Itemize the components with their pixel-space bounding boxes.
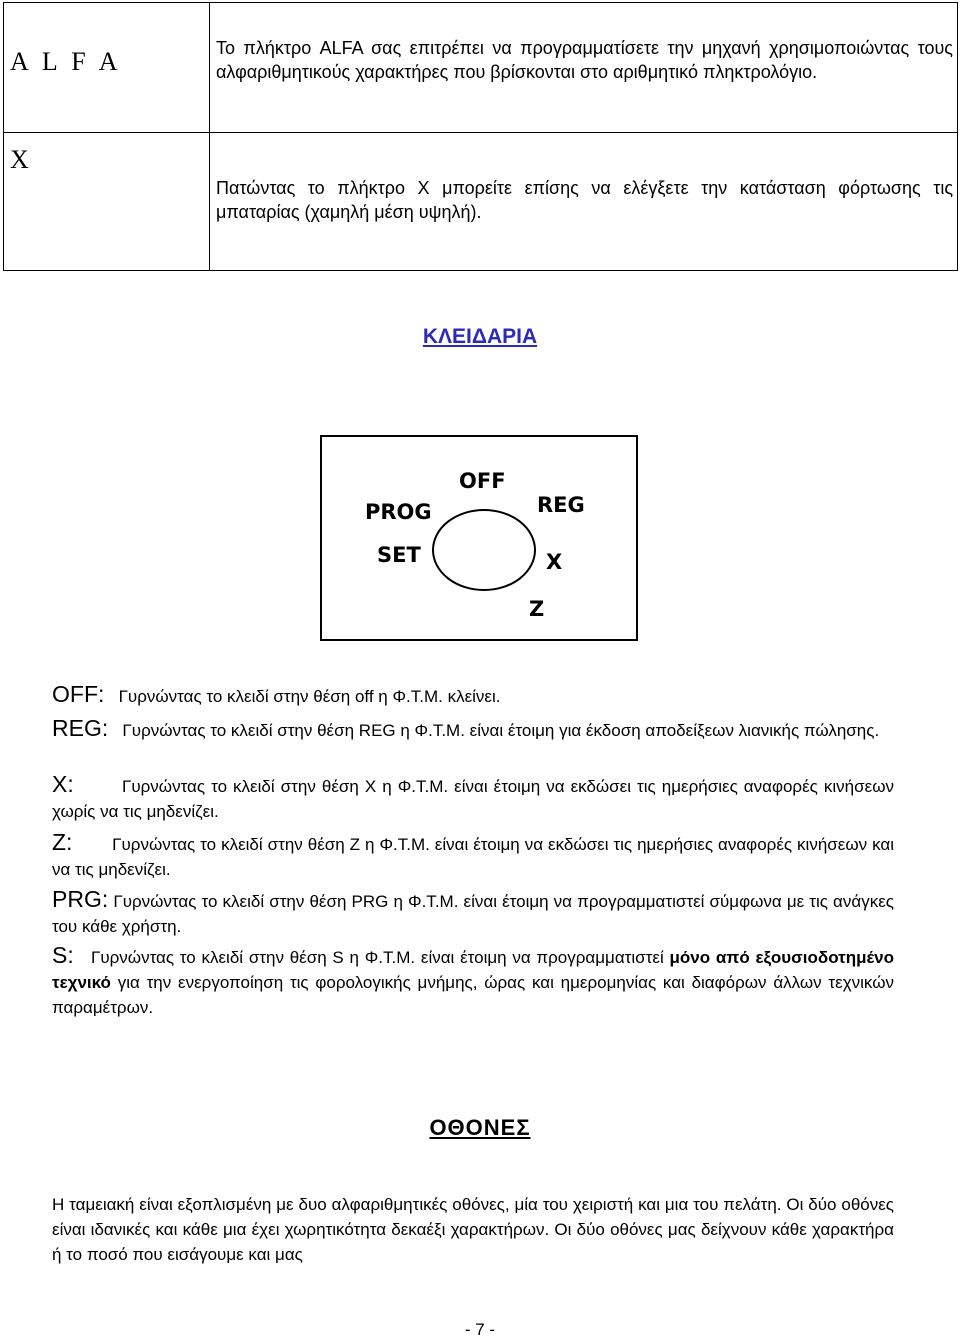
diagram-label-x: X xyxy=(546,550,563,574)
key-label-z: Z: xyxy=(52,829,73,855)
key-desc-reg xyxy=(52,716,894,743)
key-cell-alfa xyxy=(4,3,210,133)
key-label-x: X: xyxy=(52,771,74,797)
diagram-label-set: SET xyxy=(377,543,421,567)
keys-table xyxy=(3,2,958,271)
desc-x: Πατώντας το πλήκτρο Χ μπορείτε επίσης να ελέγξετε την κατάσταση φόρτωσης τις μπαταρίας (χαμηλή μέση υψηλή). xyxy=(216,178,953,222)
section-title-keylock: ΚΛΕΙΔΑΡΙΑ xyxy=(422,325,538,348)
key-text-s-before: Γυρνώντας το κλειδί στην θέση S η Φ.Τ.Μ. είναι έτοιμη να προγραμματιστεί xyxy=(90,948,664,967)
key-cell-x xyxy=(4,133,210,271)
key-text-off: Γυρνώντας το κλειδί στην θέση off η Φ.Τ.Μ. κλείνει. xyxy=(118,687,501,706)
key-text-x: Γυρνώντας το κλειδί στην θέση Χ η Φ.Τ.Μ. είναι έτοιμη να εκδώσει τις ημερήσιες αναφορές κινήσεων χωρίς να τις μηδενίζει. xyxy=(52,777,894,821)
diagram-label-off: OFF xyxy=(459,469,506,493)
key-desc-off xyxy=(52,682,894,709)
displays-paragraph: Η ταμειακή είναι εξοπλισμένη με δυο αλφαριθμητικές οθόνες, μία του χειριστή και μια του πελάτη. Οι δύο οθόνες είναι ιδανικές και κάθε μια έχει χωρητικότητα δεκαέξι χαρακτήρων. Οι δύο οθόνες μας δείχνουν κάθε χαρακτήρα ή το ποσό που εισάγουμε και μας xyxy=(52,1195,894,1264)
section-title-displays: ΟΘΟΝΕΣ xyxy=(429,1115,531,1140)
key-text-reg: Γυρνώντας το κλειδί στην θέση REG η Φ.Τ.Μ. είναι έτοιμη για έκδοση αποδείξεων λιανικής πώλησης. xyxy=(122,721,880,740)
key-desc-x xyxy=(52,772,894,824)
key-text-s-bold: μόνο από εξουσιοδοτημένο τεχνικό xyxy=(52,948,894,992)
desc-cell-x xyxy=(210,133,958,271)
keylock-diagram xyxy=(320,435,638,641)
key-name-alfa: A L F A xyxy=(10,47,122,76)
table-row xyxy=(4,3,958,133)
key-label-prg: PRG: xyxy=(52,886,109,912)
diagram-label-reg: REG xyxy=(537,493,585,517)
desc-alfa: Το πλήκτρο ALFA σας επιτρέπει να προγραμματίσετε την μηχανή χρησιμοποιώντας τους αλφαριθμητικούς χαρακτήρες που βρίσκονται στο αριθμητικό πληκτρολόγιο. xyxy=(216,38,953,82)
table-row xyxy=(4,133,958,271)
key-label-s: S: xyxy=(52,942,74,968)
key-desc-prg xyxy=(52,887,894,939)
key-name-x: X xyxy=(10,145,29,174)
diagram-label-z: Z xyxy=(529,597,545,621)
key-desc-s xyxy=(52,943,894,1020)
key-label-reg: REG: xyxy=(52,715,109,741)
key-desc-z xyxy=(52,830,894,882)
keylock-dial xyxy=(433,510,535,590)
page-number: - 7 - xyxy=(464,1320,496,1339)
diagram-label-prog: PROG xyxy=(365,500,432,524)
key-text-prg: Γυρνώντας το κλειδί στην θέση PRG η Φ.Τ.Μ. είναι έτοιμη να προγραμματιστεί σύμφωνα με τις ανάγκες του κάθε χρήστη. xyxy=(52,892,894,936)
desc-cell-alfa xyxy=(210,3,958,133)
key-text-z: Γυρνώντας το κλειδί στην θέση Ζ η Φ.Τ.Μ. είναι έτοιμη να εκδώσει τις ημερήσιες αναφορές κινήσεων και να τις μηδενίζει. xyxy=(52,835,894,879)
key-label-off: OFF: xyxy=(52,681,105,707)
key-text-s-after: για την ενεργοποίηση τις φορολογικής μνήμης, ώρας και ημερομηνίας και διαφόρων άλλων τεχνικών παραμέτρων. xyxy=(52,973,894,1017)
keylock-circle-graphic xyxy=(322,437,640,643)
